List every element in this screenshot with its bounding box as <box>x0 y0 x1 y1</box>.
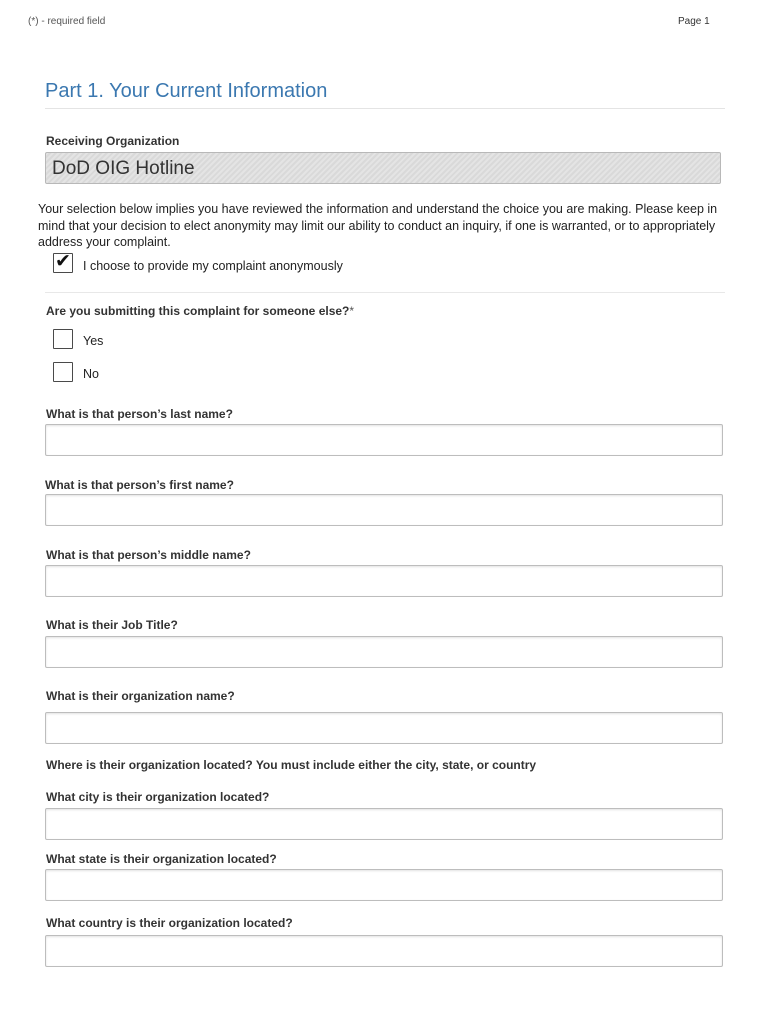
page-number: Page 1 <box>678 16 710 27</box>
country-input[interactable] <box>45 935 723 967</box>
state-input[interactable] <box>45 869 723 901</box>
city-input[interactable] <box>45 808 723 840</box>
first-name-input[interactable] <box>45 494 723 526</box>
middle-name-label: What is that person’s middle name? <box>46 548 251 562</box>
middle-name-input[interactable] <box>45 565 723 597</box>
location-instruction: Where is their organization located? You must include either the city, state, or country <box>46 758 537 772</box>
yes-checkbox[interactable] <box>53 329 73 349</box>
first-name-label: What is that person’s first name? <box>45 478 234 492</box>
job-title-label: What is their Job Title? <box>46 618 178 632</box>
state-label: What state is their organization located? <box>46 852 277 866</box>
anonymous-checkbox-label: I choose to provide my complaint anonymously <box>83 259 343 273</box>
required-marker: * <box>349 304 355 318</box>
checkmark-icon: ✔ <box>55 251 71 272</box>
receiving-organization-value: DoD OIG Hotline <box>52 158 195 179</box>
last-name-label: What is that person’s last name? <box>46 407 233 421</box>
city-label: What city is their organization located? <box>46 790 270 804</box>
anonymity-notice: Your selection below implies you have reviewed the information and understand the choice you are making. Please keep in mind that your decision to elect anonymity may limit our ability to conduct an inquiry, if one is warranted, or to appropriately address your complaint. <box>38 202 718 249</box>
required-field-note: (*) - required field <box>28 16 106 27</box>
section-title: Part 1. Your Current Information <box>45 80 328 102</box>
no-checkbox[interactable] <box>53 362 73 382</box>
someone-else-question <box>46 304 354 318</box>
divider <box>45 292 725 293</box>
yes-label: Yes <box>83 334 104 348</box>
section-divider <box>45 108 725 109</box>
someone-else-question-text: Are you submitting this complaint for someone else? <box>46 304 350 318</box>
no-label: No <box>83 367 99 381</box>
receiving-organization-label: Receiving Organization <box>46 134 180 148</box>
anonymous-checkbox[interactable] <box>53 253 73 273</box>
organization-name-label: What is their organization name? <box>46 689 235 703</box>
country-label: What country is their organization located? <box>46 916 293 930</box>
receiving-organization-field <box>45 152 721 184</box>
last-name-input[interactable] <box>45 424 723 456</box>
job-title-input[interactable] <box>45 636 723 668</box>
organization-name-input[interactable] <box>45 712 723 744</box>
